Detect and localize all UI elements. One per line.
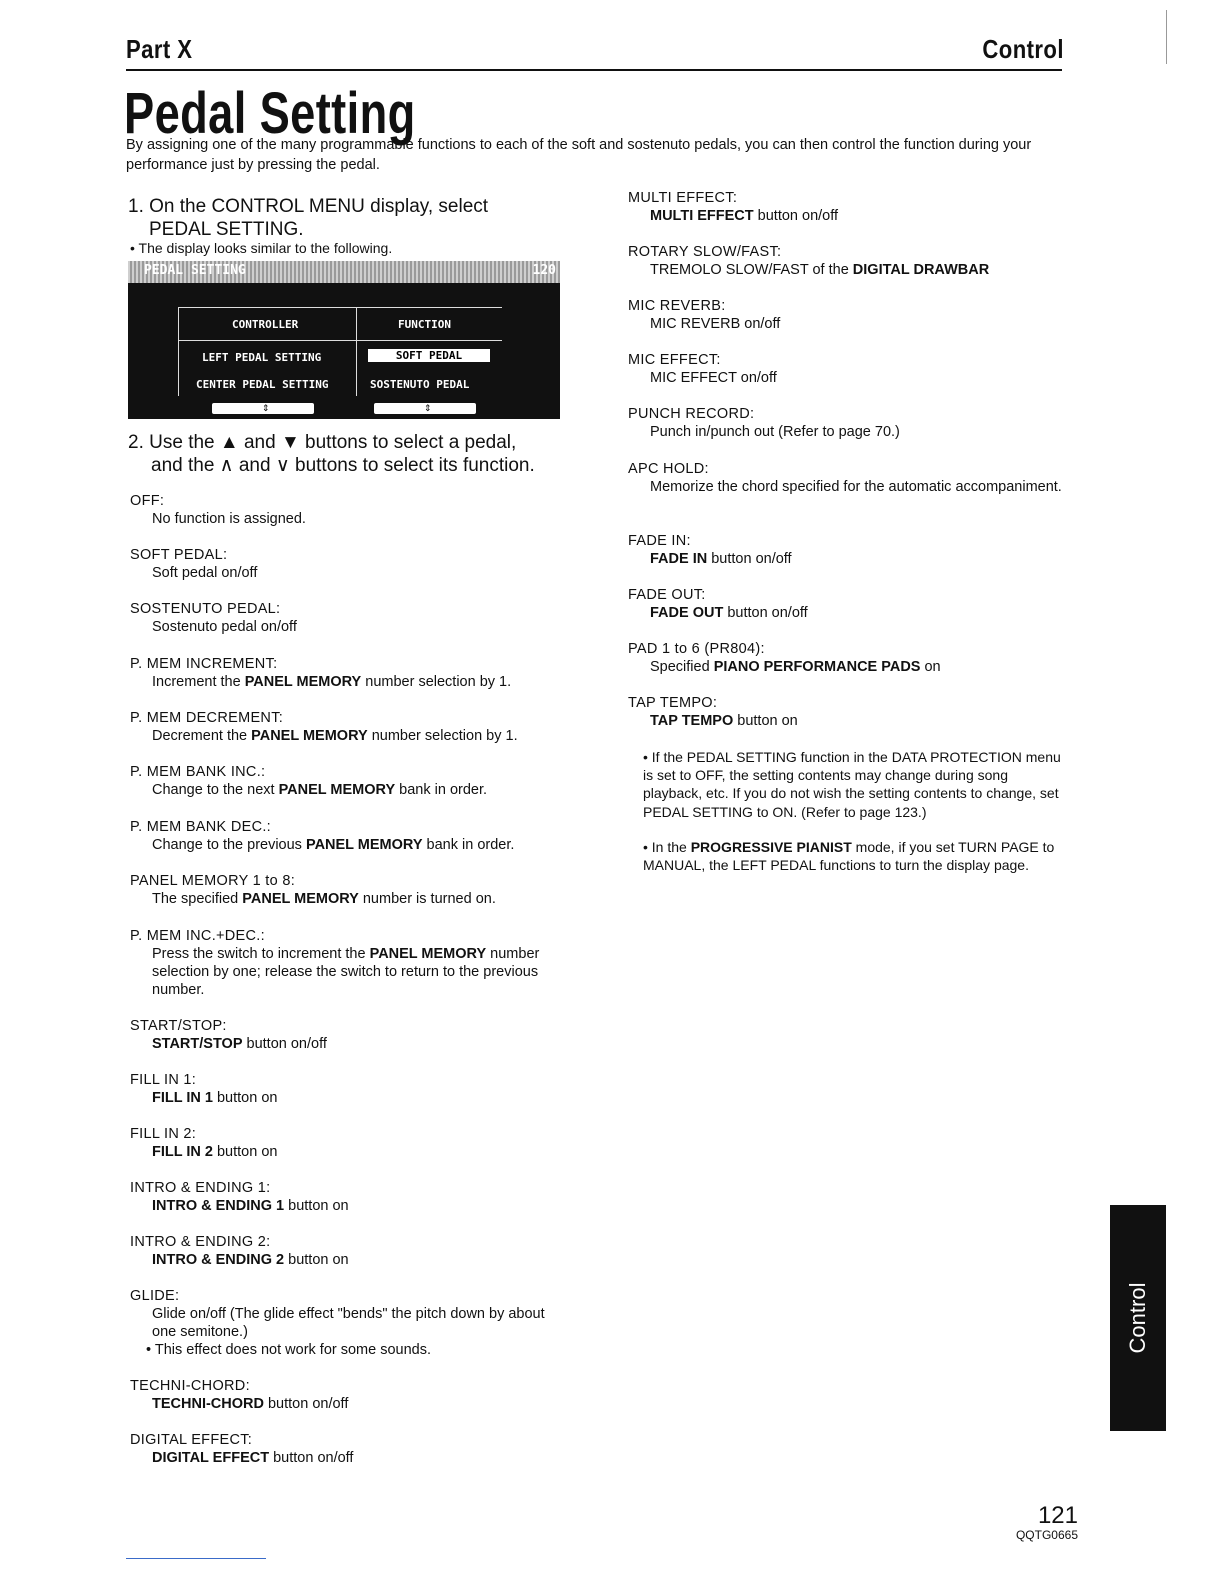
function-item-description: INTRO & ENDING 2 button on	[152, 1252, 349, 1268]
function-item-description: TREMOLO SLOW/FAST of the DIGITAL DRAWBAR	[650, 262, 990, 278]
function-item	[130, 872, 570, 908]
function-item	[628, 460, 1068, 496]
section-tab	[1110, 1205, 1166, 1431]
lcd-selected-function[interactable]: SOFT PEDAL	[368, 349, 490, 362]
function-item-title: OFF:	[130, 493, 165, 509]
document-code: QQTG0665	[1015, 1528, 1078, 1542]
function-item-title: APC HOLD:	[628, 461, 709, 477]
function-item-title: DIGITAL EFFECT:	[130, 1432, 253, 1448]
function-item	[628, 297, 1068, 333]
function-item-title: MULTI EFFECT:	[628, 190, 738, 206]
function-item	[628, 694, 1068, 730]
function-item-title: SOSTENUTO PEDAL:	[130, 601, 281, 617]
function-item-description: Sostenuto pedal on/off	[152, 619, 297, 635]
function-item	[130, 1377, 570, 1413]
function-item	[628, 243, 1068, 279]
function-item-title: PAD 1 to 6 (PR804):	[628, 641, 765, 657]
function-item	[628, 405, 1068, 441]
lcd-table	[178, 307, 502, 398]
header-rule	[126, 69, 1062, 71]
lcd-pedal-select-buttons[interactable]	[212, 403, 314, 414]
margin-line	[1166, 10, 1167, 64]
step-1-line2: PEDAL SETTING.	[149, 219, 304, 240]
function-item-title: FILL IN 1:	[130, 1072, 197, 1088]
function-item	[130, 1287, 570, 1359]
function-item	[130, 927, 570, 999]
lcd-title-bar	[128, 261, 560, 283]
function-item-title: ROTARY SLOW/FAST:	[628, 244, 782, 260]
function-item-description: FILL IN 2 button on	[152, 1144, 278, 1160]
function-item-description: MIC EFFECT on/off	[650, 370, 777, 386]
function-item	[130, 655, 570, 691]
function-item-title: TAP TEMPO:	[628, 695, 718, 711]
step-2	[128, 431, 535, 477]
step-1	[128, 195, 488, 241]
function-item-description: TECHNI-CHORD button on/off	[152, 1396, 349, 1412]
function-item	[130, 546, 570, 582]
function-item-description: DIGITAL EFFECT button on/off	[152, 1450, 354, 1466]
function-item-description: TAP TEMPO button on	[650, 713, 798, 729]
section-tab-label: Control	[1125, 1282, 1150, 1354]
function-item-title: INTRO & ENDING 2:	[130, 1234, 271, 1250]
note-data-protection: • If the PEDAL SETTING function in the DATA PROTECTION menu is set to OFF, the setting contents may change during song playback, etc. If you do not wish the setting contents to change, set PEDAL SETTING to ON. (Refer to page 123.)	[643, 749, 1061, 820]
function-item	[130, 1233, 570, 1269]
function-item-title: INTRO & ENDING 1:	[130, 1180, 271, 1196]
function-item-description: FADE OUT button on/off	[650, 605, 808, 621]
function-item-description: Change to the next PANEL MEMORY bank in order.	[152, 782, 488, 798]
function-item	[130, 1179, 570, 1215]
function-item-title: TECHNI-CHORD:	[130, 1378, 250, 1394]
function-item	[130, 600, 570, 636]
function-item-title: P. MEM INC.+DEC.:	[130, 928, 265, 944]
function-item-description: START/STOP button on/off	[152, 1036, 327, 1052]
function-item-title: P. MEM BANK DEC.:	[130, 819, 272, 835]
function-item-title: P. MEM BANK INC.:	[130, 764, 266, 780]
updown-arrow-icon: ⇕	[424, 403, 432, 413]
footer-line	[126, 1558, 266, 1559]
function-item-description: FADE IN button on/off	[650, 551, 792, 567]
step-1-number: 1.	[128, 196, 144, 217]
function-item-description: Glide on/off (The glide effect "bends" the pitch down by about one semitone.)	[152, 1306, 545, 1340]
function-item	[628, 189, 1068, 225]
lcd-row-left-pedal[interactable]: LEFT PEDAL SETTING	[202, 351, 322, 364]
function-item-title: PUNCH RECORD:	[628, 406, 755, 422]
function-item	[628, 586, 1068, 622]
function-item-title: FADE OUT:	[628, 587, 706, 603]
function-item-title: P. MEM INCREMENT:	[130, 656, 278, 672]
function-item-description: The specified PANEL MEMORY number is turned on.	[152, 891, 496, 907]
lcd-function-select-buttons[interactable]	[374, 403, 476, 414]
step-2-line1: Use the ▲ and ▼ buttons to select a pedal,	[149, 432, 517, 453]
lcd-title: PEDAL SETTING	[144, 263, 246, 278]
function-item	[130, 1431, 570, 1467]
function-item	[628, 351, 1068, 387]
step-2-line2: and the ∧ and ∨ buttons to select its function.	[151, 455, 535, 476]
function-item	[130, 1125, 570, 1161]
function-item	[130, 1071, 570, 1107]
function-item-title: PANEL MEMORY 1 to 8:	[130, 873, 296, 889]
function-item	[130, 763, 570, 799]
lcd-display	[128, 261, 560, 419]
step-1-line1: On the CONTROL MENU display, select	[149, 196, 489, 217]
function-item-description: MIC REVERB on/off	[650, 316, 781, 332]
function-item-title: START/STOP:	[130, 1018, 227, 1034]
function-item	[130, 818, 570, 854]
updown-arrow-icon: ⇕	[262, 403, 270, 413]
function-item-note: • This effect does not work for some sounds.	[146, 1342, 432, 1358]
lcd-row-center-function[interactable]: SOSTENUTO PEDAL	[370, 378, 470, 391]
intro-paragraph: By assigning one of the many programmable functions to each of the soft and sostenuto pedals, you can then control the function during your performance just by pressing the pedal.	[126, 137, 1032, 173]
function-item-title: FILL IN 2:	[130, 1126, 197, 1142]
function-item	[628, 532, 1068, 568]
function-item	[130, 1017, 570, 1053]
lcd-header-controller: CONTROLLER	[232, 318, 299, 331]
function-item-title: GLIDE:	[130, 1288, 180, 1304]
lcd-header-function: FUNCTION	[398, 318, 451, 331]
step-2-number: 2.	[128, 432, 144, 453]
function-item-title: MIC REVERB:	[628, 298, 726, 314]
lcd-row-center-pedal[interactable]: CENTER PEDAL SETTING	[196, 378, 329, 391]
function-item-description: Punch in/punch out (Refer to page 70.)	[650, 424, 900, 440]
function-item-description: No function is assigned.	[152, 511, 306, 527]
section-label: Control	[982, 34, 1064, 64]
function-item-description: Press the switch to increment the PANEL MEMORY number selection by one; release the switch to return to the previous number.	[152, 946, 540, 998]
function-item-description: INTRO & ENDING 1 button on	[152, 1198, 349, 1214]
function-item-title: P. MEM DECREMENT:	[130, 710, 284, 726]
function-item-description: Specified PIANO PERFORMANCE PADS on	[650, 659, 941, 675]
part-label: Part X	[126, 34, 193, 64]
function-item-description: Increment the PANEL MEMORY number selection by 1.	[152, 674, 512, 690]
function-item-title: SOFT PEDAL:	[130, 547, 228, 563]
function-item	[130, 492, 570, 528]
function-item-description: Decrement the PANEL MEMORY number selection by 1.	[152, 728, 518, 744]
lcd-page-number: 120	[532, 263, 556, 278]
function-item-title: FADE IN:	[628, 533, 691, 549]
page-number: 121	[1037, 1502, 1078, 1529]
function-item-title: MIC EFFECT:	[628, 352, 721, 368]
function-item-description: Change to the previous PANEL MEMORY bank in order.	[152, 837, 515, 853]
function-item-description: MULTI EFFECT button on/off	[650, 208, 839, 224]
page-title: Pedal Setting	[124, 81, 416, 146]
function-item	[628, 640, 1068, 676]
note-progressive-pianist: • In the PROGRESSIVE PIANIST mode, if you set TURN PAGE to MANUAL, the LEFT PEDAL functions to turn the display page.	[643, 839, 1055, 874]
function-item-description: FILL IN 1 button on	[152, 1090, 278, 1106]
function-item-description: Memorize the chord specified for the automatic accompaniment.	[650, 479, 1062, 495]
step-1-note: • The display looks similar to the following.	[130, 240, 393, 256]
lcd-table-border	[178, 308, 179, 396]
lcd-header-rule	[178, 340, 502, 341]
lcd-column-divider	[356, 308, 357, 396]
function-item	[130, 709, 570, 745]
function-item-description: Soft pedal on/off	[152, 565, 258, 581]
